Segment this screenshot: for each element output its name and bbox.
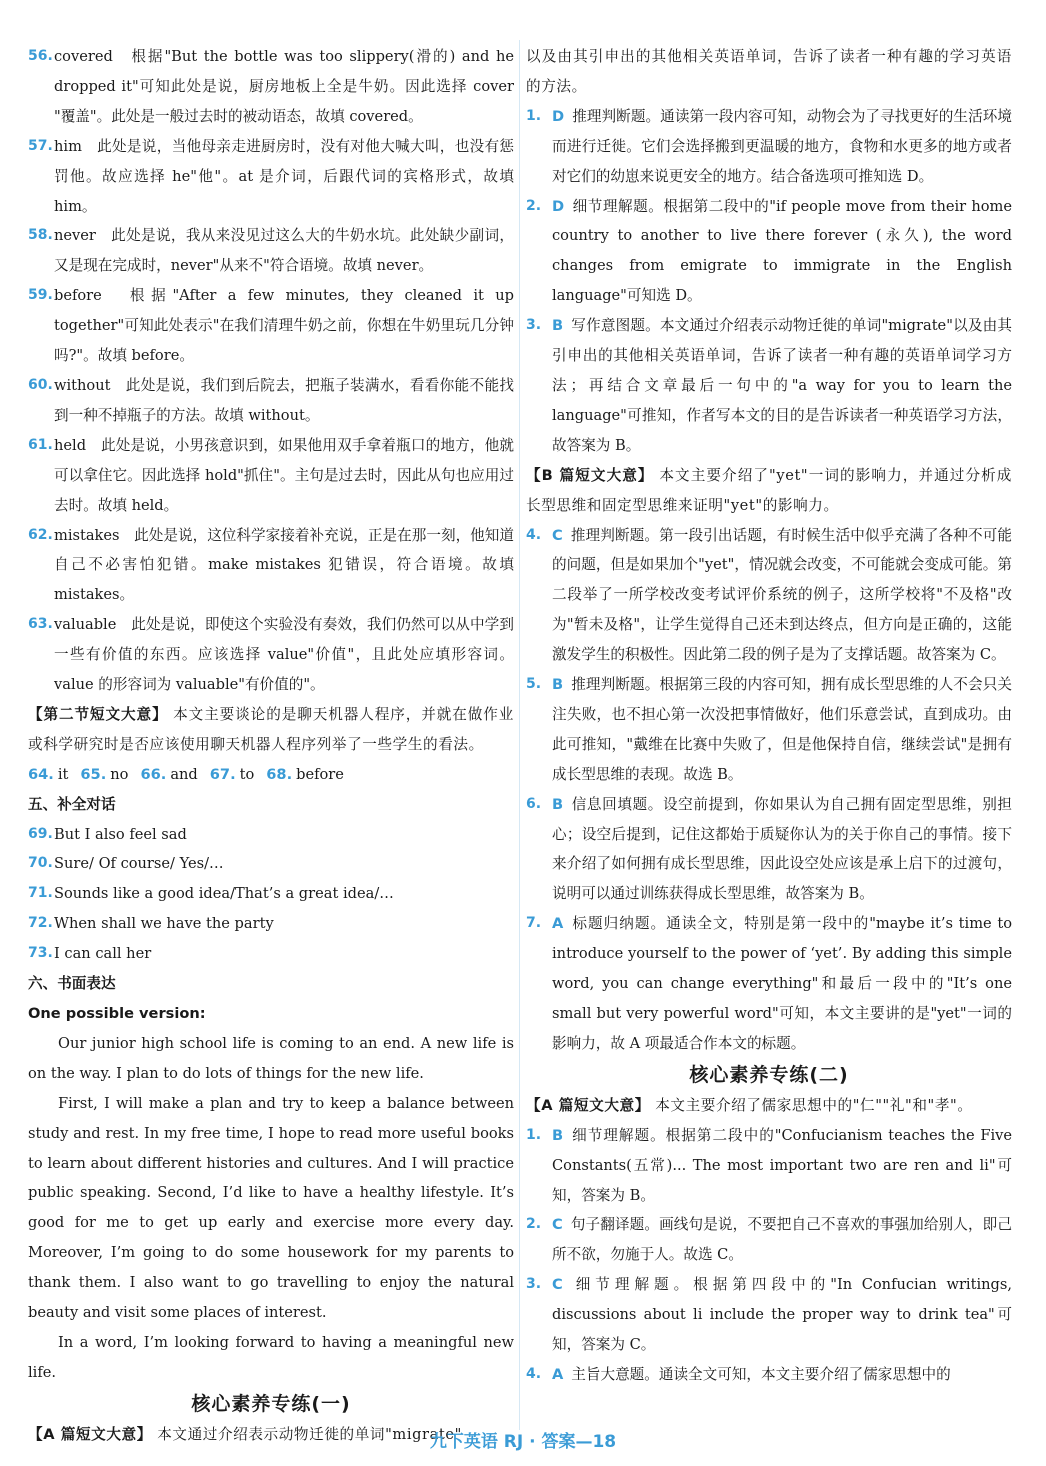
answer-item (28, 221, 514, 281)
item-text: never 此处是说，我从来没见过这么大的牛奶水坑。此处缺少副词，又是现在完成时，never"从来不"符合语境。故填 never。 (54, 227, 514, 275)
item-text: before 根据"After a few minutes, they cleaned it up together"可知此处表示"在我们清理牛奶之前，你想在牛奶里玩几分钟吗?"。故填 before。 (54, 287, 514, 365)
item-number: 61. (28, 436, 53, 453)
item-text: before (296, 765, 344, 783)
b-summary (526, 461, 1012, 521)
item-number: 1. (526, 107, 542, 124)
item-text: 信息回填题。设空前提到，你如果认为自己拥有固定型思维，别担心；设空后提到，记住这都始于质疑你认为的关于你自己的事情。接下来介绍了如何拥有成长型思维，因此设空处应该是承上启下的过渡句，说明可以通过训练获得成长型思维，故答案为 B。 (552, 795, 1012, 903)
fill-answers-row (28, 760, 514, 790)
item-text: held 此处是说，小男孩意识到，如果他用双手拿着瓶口的地方，他就可以拿住它。因此选择 hold"抓住"。主句是过去时，因此从句也应用过去时。故填 held。 (54, 436, 514, 514)
item-number: 69. (28, 825, 53, 842)
answer-item (526, 1360, 1012, 1390)
item-text: covered 根据"But the bottle was too slippery(滑的) and he dropped it"可知此处是说，厨房地板上全是牛奶。因此选择 cover "覆盖"。此处是一般过去时的被动语态，故填 covered。 (54, 48, 514, 125)
essay-paragraph-3: In a word, I’m looking forward to having a meaningful new life. (28, 1333, 514, 1381)
answer-item (526, 192, 1012, 312)
answer-letter: C (552, 526, 563, 544)
part5-heading: 五、补全对话 (28, 795, 116, 813)
b-answer-list (526, 521, 1012, 1059)
answer-item (526, 521, 1012, 671)
essay-paragraph-2: First, I will make a plan and try to keep a balance between study and rest. In my free time, I hope to read more useful books to learn about different histories and cultures. And I will practice public speaking. Second, I’d like to have a healthy lifestyle. It’s good for me to get up early and exercise more every day. Moreover, I’m going to do some housework for my parents to thank them. I also want to go travelling to enjoy the natural beauty and visit some places of interest. (28, 1094, 514, 1322)
item-text: 细节理解题。根据第二段中的"Confucianism teaches the Five Constants(五常)... The most important two are ren and li"可知，答案为 B。 (552, 1126, 1012, 1204)
item-text: Sure/ Of course/ Yes/… (54, 855, 224, 873)
item-number: 68. (266, 765, 293, 783)
page-footer: 九下英语 RJ · 答案—18 (429, 1432, 617, 1453)
item-text: it (57, 765, 69, 783)
item-number: 2. (526, 197, 542, 214)
item-number: 58. (28, 227, 53, 244)
c-answer-list (526, 1121, 1012, 1390)
version-label: One possible version: (28, 1005, 206, 1022)
item-text: without 此处是说，我们到后院去，把瓶子装满水，看看你能不能找到一种不掉瓶子的方法。故填 without。 (54, 376, 514, 424)
item-number: 4. (526, 1365, 542, 1382)
item-number: 65. (80, 765, 107, 783)
item-text: 推理判断题。根据第三段的内容可知，拥有成长型思维的人不会只关注失败，也不担心第一次没把事情做好，他们乐意尝试，直到成功。由此可推知，"戴维在比赛中失败了，但是他保持自信，继续尝试"是拥有成长型思维的表现。故选 B。 (552, 676, 1012, 783)
item-number: 72. (28, 915, 53, 932)
a2-summary (526, 1091, 1012, 1121)
fill-answer (266, 760, 344, 790)
item-number: 1. (526, 1126, 542, 1143)
item-text: no (110, 765, 129, 783)
item-number: 56. (28, 48, 53, 64)
answer-item (526, 1270, 1012, 1360)
item-number: 4. (526, 526, 542, 543)
item-number: 60. (28, 376, 53, 393)
answer-item (28, 371, 514, 431)
item-text: Sounds like a good idea/That’s a great idea/… (54, 885, 394, 903)
a-summary-text: 本文通过介绍表示动物迁徙的单词"migrate" (157, 1425, 462, 1443)
answer-letter: D (552, 107, 565, 125)
item-number: 62. (28, 526, 53, 543)
answer-item (28, 281, 514, 371)
item-number: 64. (28, 765, 54, 783)
section2-summary-title: 【第二节短文大意】 (28, 705, 168, 723)
answer-letter: B (552, 317, 564, 335)
item-text: 推理判断题。第一段引出话题，有时候生活中似乎充满了各种不可能的问题，但是如果加个"yet"，情况就会改变，不可能就会变成可能。第二段举了一所学校改变考试评价系统的例子，这所学校将"不及格"改为"暂未及格"，让学生觉得自己还未到达终点，但方向是正确的，这能激发学生的积极性。因此第二段的例子是为了支撑话题。故答案为 C。 (552, 526, 1012, 664)
answer-item (28, 879, 514, 909)
b-summary-text: 本文主要介绍了"yet"一词的影响力，并通过分析成长型思维和固定型思维来证明"yet"的影响力。 (526, 466, 1012, 514)
item-text: valuable 此处是说，即使这个实验没有奏效，我们仍然可以从中学到一些有价值的东西。应该选择 value"价值"，且此处应填形容词。value 的形容词为 valuable"有价值的"。 (54, 616, 514, 694)
item-number: 6. (526, 795, 542, 812)
item-number: 73. (28, 945, 53, 962)
answer-letter: B (552, 795, 564, 813)
item-text: 推理判断题。通读第一段内容可知，动物会为了寻找更好的生活环境而进行迁徙。它们会选择搬到更温暖的地方，食物和水更多的地方或者对它们的幼崽来说更安全的地方。结合备选项可推知选 D。 (552, 107, 1012, 185)
left-column (28, 42, 514, 1450)
answer-item (526, 909, 1012, 1059)
answer-letter: A (552, 915, 564, 933)
fill-answer (80, 760, 128, 790)
item-number: 59. (28, 287, 53, 304)
item-text: 写作意图题。本文通过介绍表示动物迁徙的单词"migrate"以及由其引申出的其他相关英语单词，告诉了读者一种有趣的英语单词学习方法；再结合文章最后一句中的"a way for you to learn the language"可推知，作者写本文的目的是告诉读者一种英语学习方法，故答案为 B。 (552, 317, 1012, 454)
answer-letter: D (552, 197, 565, 215)
essay-paragraph-1: Our junior high school life is coming to an end. A new life is on the way. I plan to do lots of things for the new life. (28, 1034, 514, 1082)
item-text: 细节理解题。根据第四段中的"In Confucian writings, discussions about li include the proper way to drink tea"可知，答案为 C。 (552, 1276, 1012, 1354)
a-answer-list (526, 102, 1012, 461)
item-text: 主旨大意题。通读全文可知，本文主要介绍了儒家思想中的 (571, 1365, 951, 1383)
fill-answer (28, 760, 68, 790)
answer-item (28, 939, 514, 969)
item-text: 标题归纳题。通读全文，特别是第一段中的"maybe it’s time to introduce yourself to the power of ‘yet’. By adding this simple word, you can change everything"和最后一段中的"It’s one small but very powerful word"可知，本文主要讲的是"yet"一词的影响力，故 A 项最适合作本文的标题。 (552, 915, 1012, 1052)
answer-item (526, 1210, 1012, 1270)
answer-item (28, 849, 514, 879)
item-number: 2. (526, 1216, 542, 1233)
a-summary-title: 【A 篇短文大意】 (28, 1425, 152, 1443)
answer-item (526, 1121, 1012, 1211)
part6-heading: 六、书面表达 (28, 975, 116, 993)
dialogue-answer-list (28, 820, 514, 970)
section2-summary-text: 本文主要谈论的是聊天机器人程序，并就在做作业或科学研究时是否应该使用聊天机器人程序列举了一些学生的看法。 (28, 705, 514, 753)
a2-summary-title: 【A 篇短文大意】 (526, 1096, 650, 1114)
fill-answer (210, 760, 255, 790)
item-number: 67. (209, 765, 236, 783)
section2-summary (28, 700, 514, 760)
essay (28, 1029, 514, 1388)
answer-item (28, 42, 514, 132)
answer-item (28, 820, 514, 850)
item-number: 63. (28, 616, 53, 633)
left-answer-list (28, 42, 514, 700)
answer-letter: C (552, 1216, 563, 1234)
item-text: and (170, 765, 198, 783)
item-number: 5. (526, 676, 542, 693)
item-number: 66. (140, 765, 167, 783)
fill-answer (140, 760, 197, 790)
answer-letter: B (552, 676, 564, 694)
item-text: When shall we have the party (54, 915, 274, 933)
answer-item (28, 521, 514, 611)
column-divider (519, 40, 520, 1430)
b-summary-title: 【B 篇短文大意】 (526, 466, 654, 484)
item-number: 57. (28, 137, 53, 154)
section-title-1: 核心素养专练(一) (191, 1392, 351, 1415)
right-column (526, 42, 1012, 1390)
item-text: 细节理解题。根据第二段中的"if people move from their home country to another to live there forever (永久), the word changes from emigrate to immigrate in the English language"可知选 D。 (552, 197, 1012, 305)
answer-item (28, 132, 514, 222)
item-number: 3. (526, 317, 542, 334)
a-summary-continued: 以及由其引申出的其他相关英语单词，告诉了读者一种有趣的学习英语的方法。 (526, 48, 1012, 95)
a2-summary-text: 本文主要介绍了儒家思想中的"仁""礼"和"孝"。 (655, 1096, 973, 1114)
item-text: I can call her (54, 945, 152, 963)
item-text: 句子翻译题。画线句是说，不要把自己不喜欢的事强加给别人，即己所不欲，勿施于人。故选 C。 (552, 1216, 1012, 1264)
answer-letter: A (552, 1365, 564, 1383)
item-text: him 此处是说，当他母亲走进厨房时，没有对他大喊大叫，也没有惩罚他。故应选择 he"他"。at 是介词，后跟代词的宾格形式，故填 him。 (54, 137, 514, 215)
item-text: to (239, 765, 255, 783)
answer-item (28, 909, 514, 939)
item-number: 70. (28, 855, 53, 872)
answer-item (526, 670, 1012, 790)
item-text: But I also feel sad (54, 825, 187, 843)
answer-item (28, 431, 514, 521)
item-number: 3. (526, 1276, 542, 1293)
section-title-2: 核心素养专练(二) (689, 1063, 849, 1086)
answer-item (526, 102, 1012, 192)
answer-item (526, 790, 1012, 910)
item-number: 71. (28, 885, 53, 902)
answer-letter: C (552, 1276, 563, 1294)
item-text: mistakes 此处是说，这位科学家接着补充说，正是在那一刻，他知道自己不必害怕犯错。make mistakes 犯错误，符合语境。故填 mistakes。 (54, 526, 514, 604)
item-number: 7. (526, 915, 542, 932)
answer-item (526, 311, 1012, 461)
answer-item (28, 610, 514, 700)
answer-letter: B (552, 1126, 564, 1144)
